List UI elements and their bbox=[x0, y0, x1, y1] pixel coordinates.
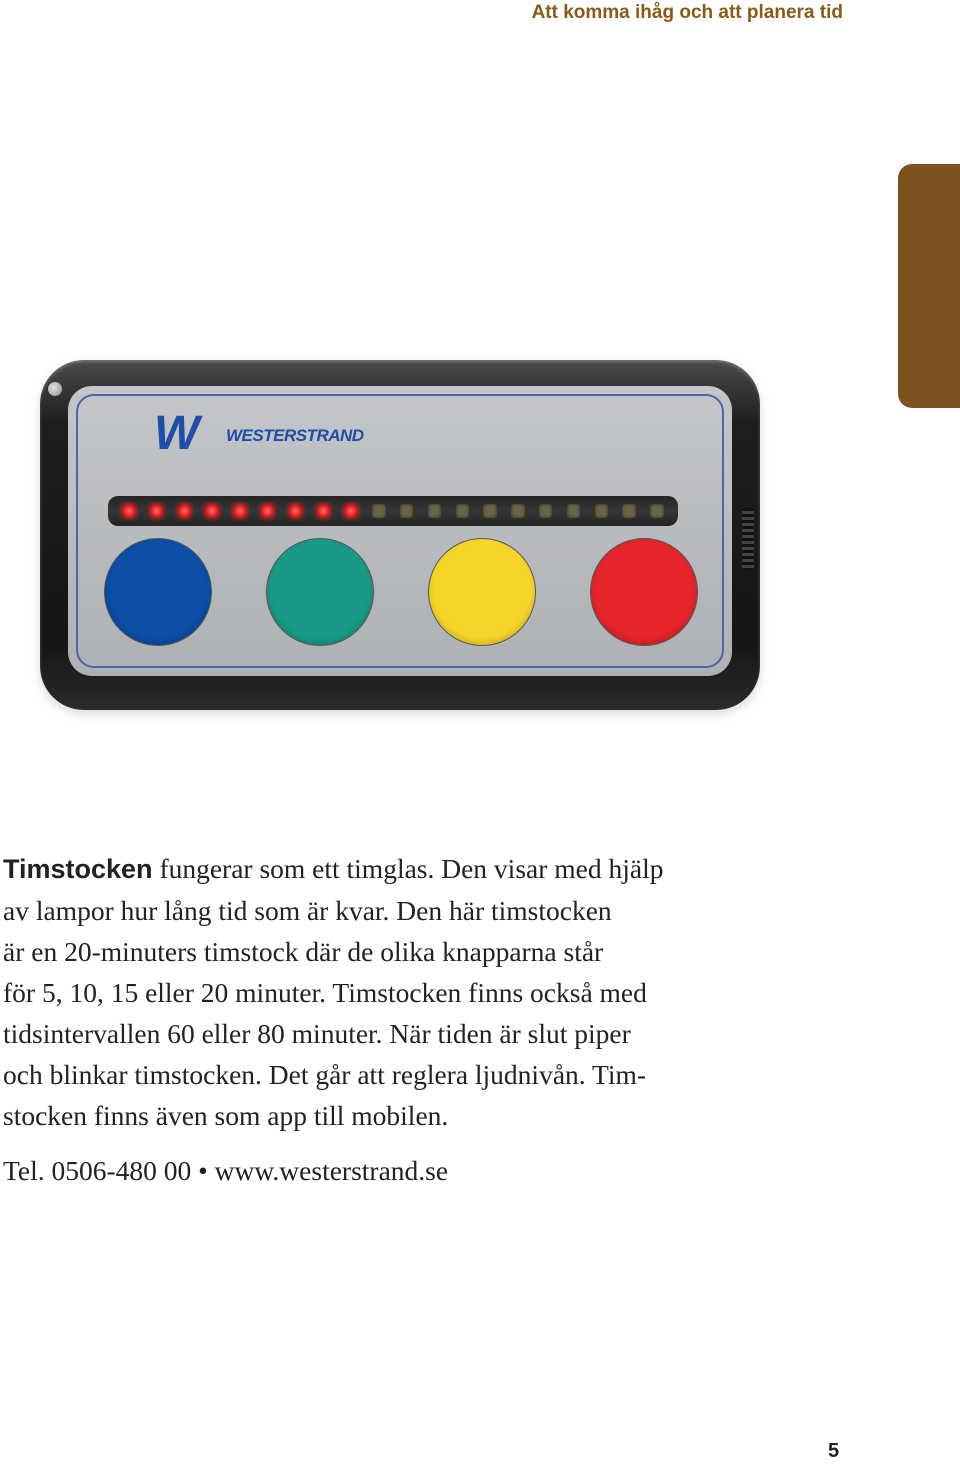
led-12 bbox=[428, 504, 442, 518]
article-line-4: för 5, 10, 15 eller 20 minuter. Timstocken finns också med bbox=[3, 977, 647, 1008]
section-header: Att komma ihåg och att planera tid bbox=[531, 2, 843, 23]
led-9 bbox=[344, 504, 358, 518]
article-line-6: och blinkar timstocken. Det går att reglera ljudnivån. Tim- bbox=[3, 1059, 647, 1090]
led-8 bbox=[317, 504, 331, 518]
brand-logo: W bbox=[154, 407, 194, 460]
timer-device-photo bbox=[40, 360, 760, 710]
led-6 bbox=[261, 504, 275, 518]
led-5 bbox=[233, 504, 247, 518]
blue-button bbox=[104, 538, 212, 646]
article-line-7: stocken finns även som app till mobilen. bbox=[3, 1100, 449, 1131]
led-20 bbox=[650, 504, 664, 518]
led-17 bbox=[567, 504, 581, 518]
led-4 bbox=[205, 504, 219, 518]
green-button bbox=[266, 538, 374, 646]
article-line-1: fungerar som ett timglas. Den visar med hjälp bbox=[152, 853, 664, 884]
led-15 bbox=[511, 504, 525, 518]
article-line-2: av lampor hur lång tid som är kvar. Den här timstocken bbox=[3, 895, 612, 926]
device-faceplate bbox=[68, 386, 732, 676]
page-number: 5 bbox=[828, 1440, 840, 1462]
article-line-5: tidsintervallen 60 eller 80 minuter. När tiden är slut piper bbox=[3, 1018, 631, 1049]
article-text bbox=[3, 848, 803, 1136]
led-16 bbox=[539, 504, 553, 518]
led-strip bbox=[108, 496, 678, 526]
lanyard-hole bbox=[48, 382, 62, 396]
led-3 bbox=[178, 504, 192, 518]
led-13 bbox=[456, 504, 470, 518]
chapter-tab bbox=[898, 164, 960, 408]
article-line-3: är en 20-minuters timstock där de olika knapparna står bbox=[3, 936, 604, 967]
led-1 bbox=[122, 504, 136, 518]
brand-name: WESTERSTRAND bbox=[226, 426, 364, 445]
yellow-button bbox=[428, 538, 536, 646]
led-2 bbox=[150, 504, 164, 518]
red-button bbox=[590, 538, 698, 646]
contact-line: Tel. 0506-480 00 • www.westerstrand.se bbox=[3, 1155, 449, 1186]
led-11 bbox=[400, 504, 414, 518]
led-10 bbox=[372, 504, 386, 518]
article-lead: Timstocken bbox=[3, 854, 153, 884]
led-14 bbox=[483, 504, 497, 518]
led-18 bbox=[595, 504, 609, 518]
led-7 bbox=[289, 504, 303, 518]
led-19 bbox=[622, 504, 636, 518]
volume-wheel bbox=[742, 508, 754, 570]
